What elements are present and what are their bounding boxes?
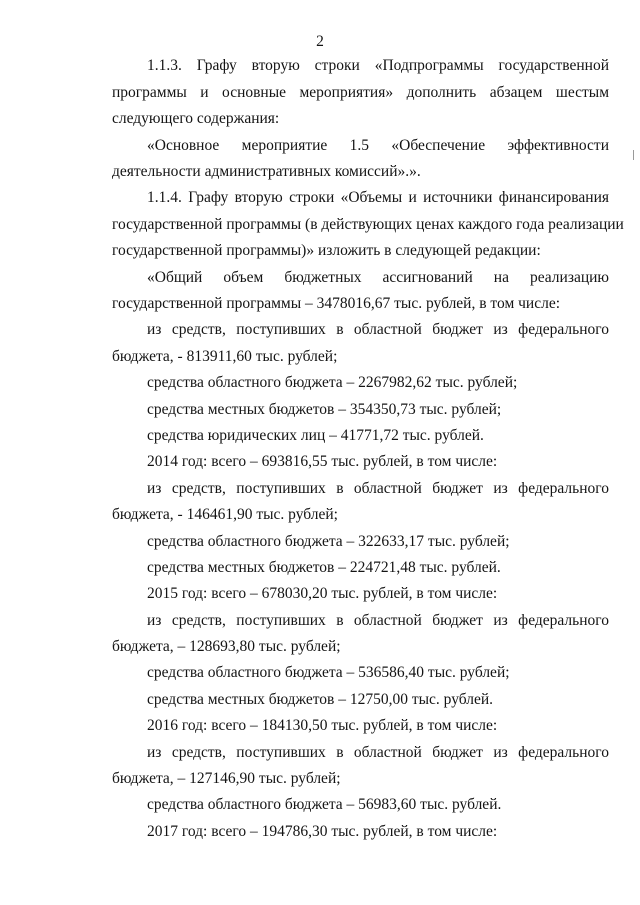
text-line: деятельности административных комиссий».». <box>112 163 421 180</box>
text-line: из средств, поступивших в областной бюджет из федерального <box>147 612 609 629</box>
text-line: 1.1.3. Графу вторую строки «Подпрограммы государственной <box>147 57 609 74</box>
text-line: 2015 год: всего – 678030,20 тыс. рублей, в том числе: <box>147 585 498 602</box>
text-line: государственной программы – 3478016,67 тыс. рублей, в том числе: <box>112 295 561 312</box>
text-line: бюджета, - 813911,60 тыс. рублей; <box>112 348 338 365</box>
text-line: бюджета, – 127146,90 тыс. рублей; <box>112 770 341 787</box>
text-line: «Общий объем бюджетных ассигнований на реализацию <box>147 269 609 286</box>
page-number: 2 <box>316 33 324 50</box>
text-line: средства местных бюджетов – 354350,73 тыс. рублей; <box>147 401 502 418</box>
text-line: государственной программы)» изложить в следующей редакции: <box>112 242 541 259</box>
text-line: средства областного бюджета – 2267982,62 тыс. рублей; <box>147 374 518 391</box>
text-line: из средств, поступивших в областной бюджет из федерального <box>147 480 609 497</box>
text-line: из средств, поступивших в областной бюджет из федерального <box>147 744 609 761</box>
text-line: 2017 год: всего – 194786,30 тыс. рублей, в том числе: <box>147 823 498 840</box>
text-line: бюджета, – 128693,80 тыс. рублей; <box>112 638 341 655</box>
text-line: бюджета, - 146461,90 тыс. рублей; <box>112 506 338 523</box>
text-line: 1.1.4. Графу вторую строки «Объемы и источники финансирования <box>147 189 609 206</box>
text-line: средства областного бюджета – 322633,17 тыс. рублей; <box>147 533 510 550</box>
text-line: средства местных бюджетов – 12750,00 тыс. рублей. <box>147 691 494 708</box>
text-line: программы и основные мероприятия» дополнить абзацем шестым <box>112 84 609 101</box>
text-line: следующего содержания: <box>112 110 280 127</box>
text-line: средства областного бюджета – 536586,40 тыс. рублей; <box>147 664 510 681</box>
text-line: 2014 год: всего – 693816,55 тыс. рублей, в том числе: <box>147 453 498 470</box>
text-line: средства областного бюджета – 56983,60 тыс. рублей. <box>147 796 502 813</box>
text-line: средства юридических лиц – 41771,72 тыс. рублей. <box>147 427 484 444</box>
scan-edge-mark <box>633 150 634 160</box>
text-line: государственной программы (в действующих ценах каждого года реализации <box>112 216 624 233</box>
text-line: 2016 год: всего – 184130,50 тыс. рублей, в том числе: <box>147 717 498 734</box>
text-line: «Основное мероприятие 1.5 «Обеспечение эффективности <box>147 137 609 154</box>
text-line: из средств, поступивших в областной бюджет из федерального <box>147 321 609 338</box>
text-line: средства местных бюджетов – 224721,48 тыс. рублей. <box>147 559 501 576</box>
